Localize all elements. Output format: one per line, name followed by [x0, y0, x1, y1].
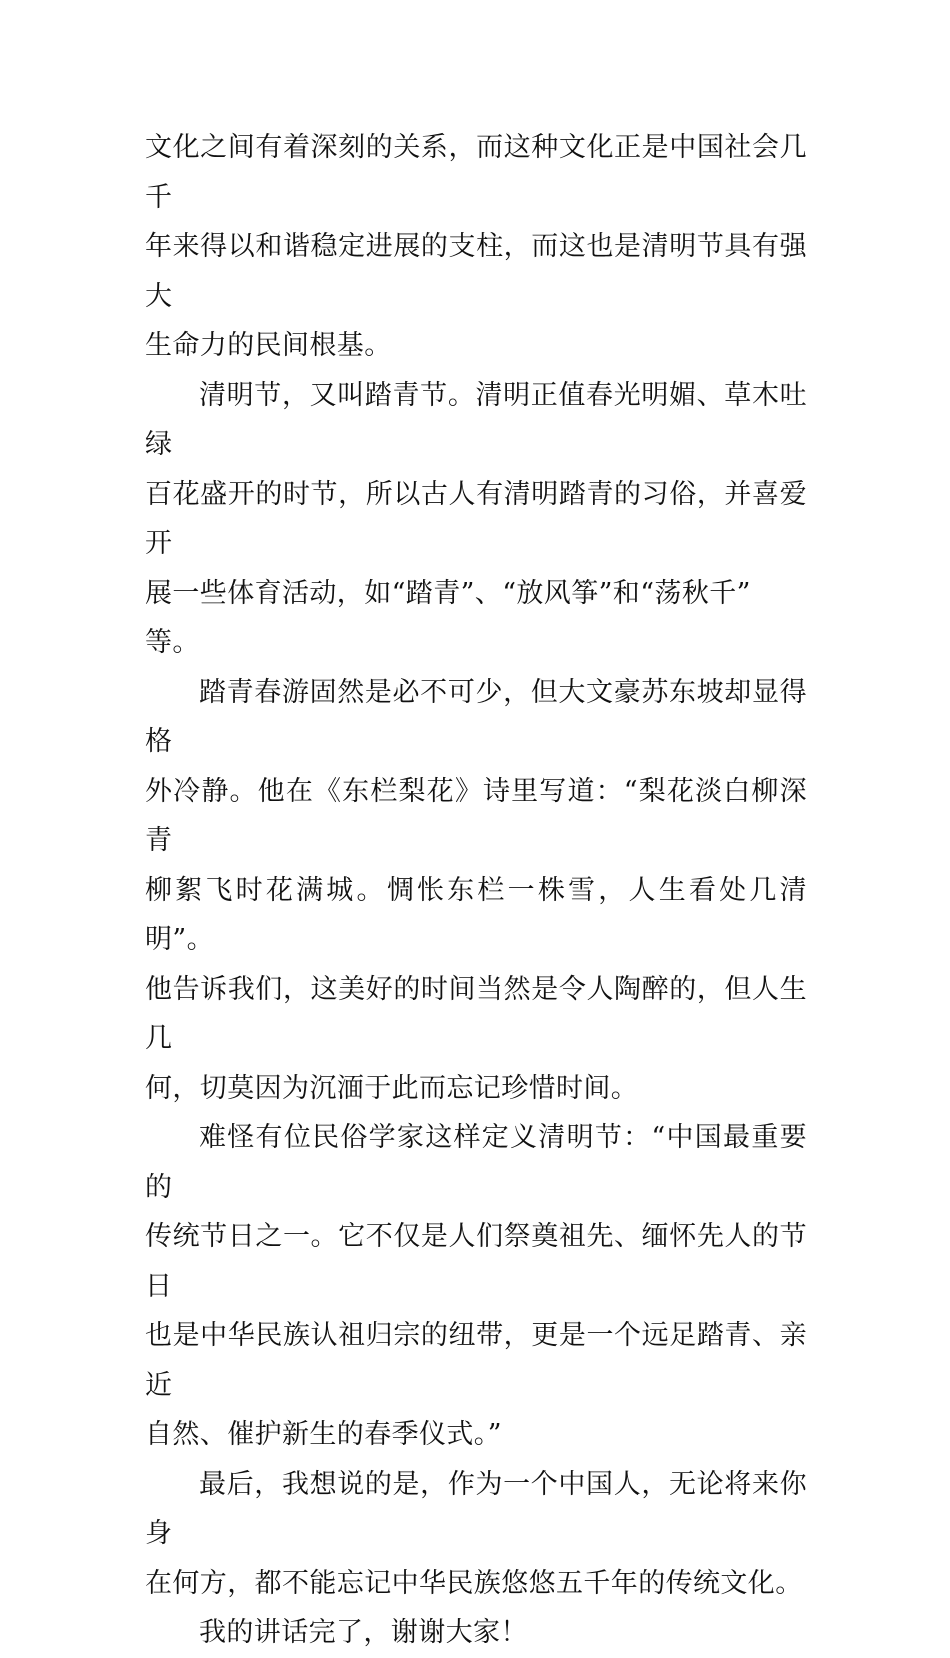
paragraph-5: 最后，我想说的是，作为一个中国人，无论将来你身 在何方，都不能忘记中华民族悠悠五千年的传统文化。	[145, 1468, 807, 1599]
paragraph-4: 难怪有位民俗学家这样定义清明节：“中国最重要的 传统节日之一。它不仅是人们祭奠祖先、缅怀先人的节日 也是中华民族认祖归宗的纽带，更是一个远足踏青、亲近 自然、催护新生的春季仪式。”	[145, 1122, 807, 1450]
paragraph-1: 文化之间有着深刻的关系，而这种文化正是中国社会几千 年来得以和谐稳定进展的支柱，而这也是清明节具有强大 生命力的民间根基。	[145, 132, 807, 361]
paragraph-3: 踏青春游固然是必不可少，但大文豪苏东坡却显得格 外冷静。他在《东栏梨花》诗里写道：“梨花淡白柳深青 柳絮飞时花满城。惆怅东栏一株雪，人生看处几清明”。 他告诉我们，这美好的时间当然是令人陶醉的，但人生几 何，切莫因为沉湎于此而忘记珍惜时间。	[145, 676, 807, 1104]
paragraph-6: 我的讲话完了，谢谢大家！	[199, 1617, 528, 1648]
paragraph-2: 清明节，又叫踏青节。清明正值春光明媚、草木吐绿 百花盛开的时节，所以古人有清明踏青的习俗，并喜爱开 展一些体育活动，如“踏青”、“放风筝”和“荡秋千” 等。	[145, 379, 807, 658]
document-body	[145, 123, 807, 1658]
